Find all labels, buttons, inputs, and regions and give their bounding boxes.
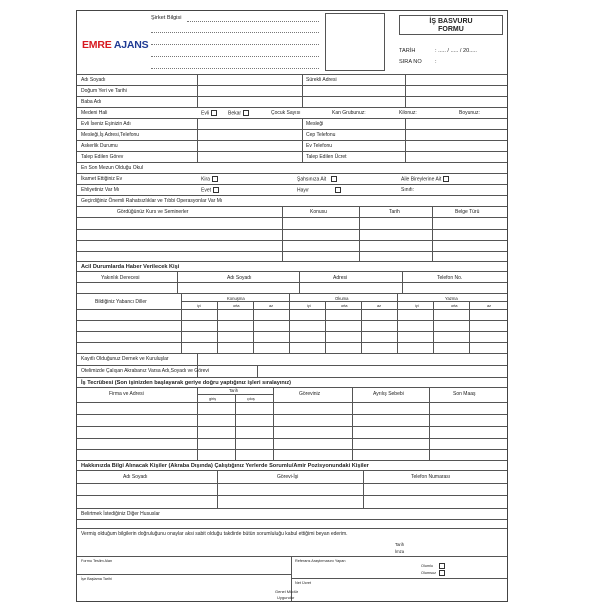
blood-type-label: Kan Grubunuz:	[332, 110, 366, 116]
marital-status-label: Medeni Hali	[81, 110, 108, 116]
illness-label: Geçirdiğiniz Önemli Rahatsızlıklar ve Tıbbi Operasyonlar Var Mı	[81, 198, 223, 204]
approved-label: Uygundur	[277, 595, 295, 600]
address-label: Sürekli Adresi	[306, 77, 337, 83]
company-logo	[82, 39, 148, 51]
license-class-label: Sınıfı:	[401, 187, 415, 193]
own-checkbox[interactable]	[331, 176, 337, 182]
spouse-name-label: Evli İseniz Eşinizin Adı	[81, 121, 131, 127]
writing-header: Yazma	[445, 296, 458, 301]
negative-label: Olumsuz	[421, 571, 436, 575]
family-own-option[interactable]	[401, 176, 449, 182]
certificate-type-header: Belge Türü	[455, 209, 480, 215]
father-name-label: Baba Adı	[81, 99, 102, 105]
requested-salary-label: Talep Edilen Ücret	[306, 154, 347, 160]
yes-option[interactable]	[201, 187, 219, 193]
occupation-label: Mesleği	[306, 121, 324, 127]
signature-date-label: Tarih	[395, 542, 405, 547]
courses-header: Gördüğünüz Kurs ve Seminerler	[117, 209, 189, 215]
married-label: Evli	[201, 110, 210, 117]
no-option[interactable]	[297, 187, 341, 193]
own-label: Şahsınıza Ait	[297, 176, 327, 183]
writing-low: az	[487, 304, 492, 308]
form-title-line2: FORMU	[438, 26, 464, 33]
no-checkbox[interactable]	[335, 187, 341, 193]
no-label: Hayır	[297, 187, 309, 194]
positive-label: Olumlu	[421, 564, 434, 568]
single-option[interactable]	[228, 110, 249, 116]
married-checkbox[interactable]	[211, 110, 217, 116]
start-date-subheader: giriş	[209, 397, 216, 401]
form-received-label: Formu Teslim Alan	[81, 559, 113, 563]
single-label: Bekar	[228, 110, 242, 117]
own-option[interactable]	[297, 176, 337, 182]
last-school-label: En Son Mezun Olduğu Okul	[81, 165, 143, 171]
net-salary-label: Net Ücret	[295, 581, 312, 585]
negative-checkbox[interactable]	[439, 570, 445, 576]
form-title-box	[399, 15, 503, 35]
rent-label: Kira	[201, 176, 210, 183]
military-status-label: Askerlik Durumu	[81, 143, 118, 149]
emergency-contact-title: Acil Durumlarda Haber Verilecek Kişi	[81, 264, 180, 270]
yes-checkbox[interactable]	[213, 187, 219, 193]
reference-name-header: Adı Soyadı	[123, 474, 148, 480]
relation-degree-header: Yakınlık Derecesi	[101, 275, 140, 281]
serial-label: SIRA NO	[399, 59, 422, 65]
writing-medium: orta	[451, 304, 458, 308]
languages-label: Bildiğiniz Yabancı Diller	[95, 299, 147, 305]
start-date-label: İşe Başlama Tarihi	[81, 577, 112, 581]
job-title-header: Göreviniz	[299, 391, 321, 397]
photo-box[interactable]	[325, 13, 385, 71]
other-notes-label: Belirtmek İstediğiniz Diğer Hususlar	[81, 511, 160, 517]
date-label: TARİH	[399, 48, 416, 54]
family-own-label: Aile Bireylerine Ait	[401, 176, 442, 183]
rent-checkbox[interactable]	[212, 176, 218, 182]
company-info-line[interactable]	[151, 68, 319, 69]
positive-option[interactable]	[421, 563, 445, 569]
family-own-checkbox[interactable]	[443, 176, 449, 182]
signature-label: İmza	[395, 549, 405, 554]
birth-label: Doğum Yeri ve Tarihi	[81, 88, 127, 94]
experience-date-header: Tarih	[229, 388, 239, 393]
weight-label: Kilonuz:	[399, 110, 417, 116]
residence-label: İkamet Ettiğiniz Ev	[81, 176, 123, 182]
form-title-line1: İŞ BASVURU	[429, 18, 473, 25]
reading-header: Okuma	[335, 296, 349, 301]
reading-good: iyi	[307, 304, 311, 308]
speaking-medium: orta	[233, 304, 240, 308]
company-info-line[interactable]	[151, 56, 319, 57]
serial-field[interactable]: :	[435, 59, 437, 65]
general-manager-label: Genel Müdür	[275, 589, 299, 594]
course-date-header: Tarih	[389, 209, 400, 215]
reference-job-header: Görevi-İşi	[277, 474, 299, 480]
logo-word-emre: EMRE	[82, 39, 112, 51]
children-count-label: Çocuk Sayısı	[271, 110, 301, 116]
negative-option[interactable]	[421, 570, 445, 576]
contact-name-header: Adı Soyadı	[227, 275, 252, 281]
yes-label: Evet	[201, 187, 212, 194]
driving-license-label: Ehliyetiniz Var Mı	[81, 187, 120, 193]
name-label: Adı Soyadı	[81, 77, 106, 83]
speaking-good: iyi	[197, 304, 201, 308]
work-experience-title: İş Tecrübesi (Son işinizden başlayarak geriye doğru yaptığınız işleri sıralayınız)	[81, 380, 292, 386]
reading-medium: orta	[341, 304, 348, 308]
contact-phone-header: Telefon No.	[437, 275, 463, 281]
reference-checker-label: Referans Araştırmasını Yapan	[295, 559, 346, 563]
company-address-header: Firma ve Adresi	[109, 391, 144, 397]
reference-phone-header: Telefon Numarası	[411, 474, 451, 480]
speaking-low: az	[269, 304, 274, 308]
date-field[interactable]: : ..... / ..... / 20.....	[435, 48, 477, 54]
course-topic-header: Konusu	[310, 209, 327, 215]
company-info-line[interactable]	[151, 44, 319, 45]
home-phone-label: Ev Telefonu	[306, 143, 333, 149]
references-title: Hakkınızda Bilgi Alınacak Kişiler (Akraba Dışında) Çalıştığınız Yerlerde Sorumlu/Amir Pozisyonundaki Kişiler	[81, 463, 369, 469]
company-info-label: Şirket Bilgisi	[151, 15, 182, 21]
relatives-label: Otelimizde Çalışan Akrabanız Varsa Adı,Soyadı ve Görevi	[81, 368, 210, 374]
company-info-line[interactable]	[187, 21, 319, 22]
requested-position-label: Talep Edilen Görev	[81, 154, 124, 160]
height-label: Boyunuz:	[459, 110, 480, 116]
rent-option[interactable]	[201, 176, 218, 182]
married-option[interactable]	[201, 110, 217, 116]
reading-low: az	[377, 304, 382, 308]
single-checkbox[interactable]	[243, 110, 249, 116]
spouse-job-label: Mesleği,İş Adresi,Telefonu	[81, 132, 140, 138]
associations-label: Kayıtlı Olduğunuz Dernek ve Kuruluşlar	[81, 356, 169, 362]
writing-good: iyi	[415, 304, 419, 308]
application-form	[76, 10, 508, 602]
mobile-phone-label: Cep Telefonu	[306, 132, 336, 138]
speaking-header: Konuşma	[227, 296, 245, 301]
logo-word-ajans: AJANS	[113, 39, 149, 51]
contact-address-header: Adresi	[333, 275, 348, 281]
positive-checkbox[interactable]	[439, 563, 445, 569]
leaving-reason-header: Ayrılış Sebebi	[373, 391, 404, 397]
declaration-text: Vermiş olduğum bilgilerin doğruluğunu onaylar aksi sabit olduğu takdirde bütün sorumluluğu kabul ettiğimi beyan ederim.	[81, 531, 348, 537]
end-date-subheader: çıkış	[247, 397, 255, 401]
company-info-line[interactable]	[151, 32, 319, 33]
last-salary-header: Son Maaş	[453, 391, 476, 397]
